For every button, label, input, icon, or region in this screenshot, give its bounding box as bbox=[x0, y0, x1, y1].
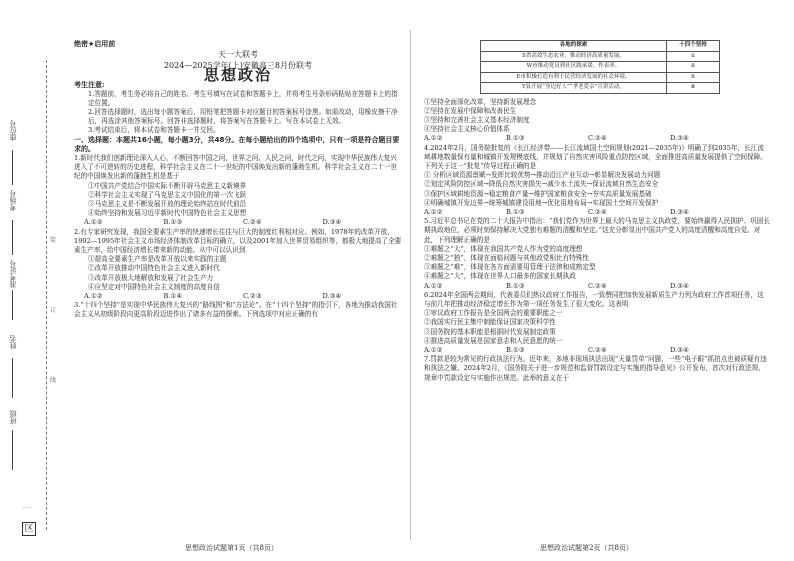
answer-options bbox=[74, 218, 402, 227]
notice-item: 3.考试结束后，将本试卷和答题卡一并交回。 bbox=[88, 126, 220, 135]
binding-margin bbox=[0, 0, 60, 561]
table-header: 各地的探索 bbox=[481, 41, 667, 52]
option-c: C.②④ bbox=[243, 218, 262, 227]
admission-number-label: 准考证号 bbox=[9, 260, 17, 288]
question-stem: 1.新时代我们创新理论深入人心，不断回答中国之问，世界之问、人民之问，时代之问，实现中华民族伟大复兴进入了不可逆转的历史进程，科学社会主义在二十一世纪的中国焕发出新的蓬勃生机。科学社会主义在二十一世纪的中国焕发出新的蓬勃生机是基于 bbox=[74, 154, 398, 181]
question-item: ④应坚定对中国特色社会主义制度的高度自信 bbox=[88, 282, 220, 291]
question-stem: 7.罚款是较为常见的行政执法行为。近年来，多地非现场执法出现“天量罚单”问题，一些“电子眼”抓拍点也被质疑有违和执法之嫌。2024年2月，《国务院关于进一步规范和监督罚款设定与实施的指导意见》公开发布，首次对行政法规、规章中罚款设定与实施作出规范。此举的意义在于 bbox=[424, 355, 767, 382]
table-cell: ⑤ bbox=[666, 72, 719, 83]
exam-room-line bbox=[12, 220, 13, 255]
question-stem: 3.“十四个坚持”是实现中华民族伟大复兴的“路线图”和“方法论”。在“十四个坚持”的指引下，各地为推动我国社会主义从初级阶段向更高阶段迈进作出了诸多有益的探索。下列选项中对应正确的有 bbox=[74, 301, 398, 319]
question-item: ①坚持全面深化改革，坚持新发展理念 bbox=[424, 97, 537, 106]
question-item: ④难题之“大”，体现在世界人口最多的国家长期执政 bbox=[424, 272, 576, 281]
section-heading: 一、选择题：本题共16小题，每小题3分，共48分。在每小题给出的四个选项中，只有一项是符合题目要求的。 bbox=[74, 135, 400, 153]
question-item: ①难题之“大”，体现在我国共产党人作为党的高度理想 bbox=[424, 244, 583, 253]
binding-char-xian: 线 bbox=[50, 377, 57, 384]
admission-number-line bbox=[12, 290, 13, 320]
option-c: C.②④ bbox=[588, 207, 607, 216]
answer-options bbox=[74, 292, 402, 301]
option-d: D.③④ bbox=[322, 218, 342, 227]
option-d: D.③④ bbox=[670, 281, 689, 290]
question-stem: 4.2024年2月，国务院批复的《长江经济带——长江流域国土空间规划(2021—2035年)》明确了到2035年，长江流域耕地数量保有量和城镇开发规模底线，并规划了自然灾害风险重点防控区域，全面推进高质量发展提供了空间保障。下列关于这一“批复”传导过程正确的是 bbox=[424, 143, 767, 170]
option-b: B.①③ bbox=[506, 345, 525, 354]
question-item: ③坚持和完善社会主义基本经济制度 bbox=[424, 115, 530, 124]
question-item: ④明确城镇开发边界→统筹城镇建设用地→优化用地布局→实现国土空间开发保护 bbox=[424, 198, 659, 207]
question-item: ②改革开放推动中国特色社会主义进入新时代 bbox=[88, 264, 220, 273]
option-d: D.③④ bbox=[322, 292, 342, 301]
answer-options bbox=[424, 134, 770, 143]
class-label: 班级 bbox=[9, 410, 17, 424]
exploration-table bbox=[480, 40, 720, 94]
option-c: C.②④ bbox=[588, 134, 607, 143]
question-item: ③改革开放极大地解放和发展了社会生产力 bbox=[88, 273, 214, 282]
binding-char-ding: 订 bbox=[50, 307, 57, 314]
question-stem: 2.有专家研究发现，我国全要素生产率的快速增长往往与巨大的制度红利相对应。例如，1978年的改革开放，1992—1995年社会主义市场经济体制改革目标的确立，以及2001年加入世界贸易组织等，都极大地提高了全要素生产率，给中国经济增长带来新的动能。从中可以认识到 bbox=[74, 227, 402, 255]
option-b: B.①③ bbox=[506, 281, 525, 290]
answer-options bbox=[424, 346, 770, 355]
exam-room-label: 考场号 bbox=[9, 190, 17, 211]
table-cell: W市推动党员到社区践承诺、作表率。 bbox=[481, 62, 667, 73]
notice-title: 考生注意: bbox=[74, 80, 105, 90]
binding-char-zhuang: 装 bbox=[50, 237, 57, 244]
question-stem: 6.2024年全国两会期间，代表委员们热议政府工作报告，一致赞同把加快发展新质生产力列为政府工作首项任务，这与前几年把推动经济稳定增长作为第一项任务发生了很大变化。这表明 bbox=[424, 290, 764, 308]
table-cell: ① bbox=[666, 51, 719, 62]
question-item: ①中国共产党结合中国实际不断开辟马克思主义新境界 bbox=[88, 181, 247, 190]
question-item: ②我国实行民主集中制能保证国家决策科学性 bbox=[424, 318, 556, 327]
answer-options bbox=[424, 282, 770, 291]
exam-name: 天一大联考 bbox=[218, 50, 258, 60]
binding-dashed-line bbox=[46, 60, 48, 530]
option-d: D.③④ bbox=[670, 207, 689, 216]
question-item: ③马克思主义是不断发展开放的理论始终站在时代前沿 bbox=[88, 200, 247, 209]
table-cell: S省高效生态农业，推动经济高质量发展。 bbox=[481, 51, 667, 62]
table-cell: ⑧ bbox=[666, 83, 719, 94]
table-header-row bbox=[481, 41, 720, 52]
option-d: D.③④ bbox=[670, 345, 689, 354]
confidential-mark: 绝密★启用前 bbox=[74, 40, 116, 48]
question-item: ④始终坚持和发展习近平新时代中国特色社会主义思想 bbox=[88, 209, 247, 218]
seat-number-line bbox=[12, 150, 13, 185]
class-line bbox=[12, 430, 13, 470]
name-label: 姓名 bbox=[9, 335, 17, 349]
answer-options bbox=[424, 208, 770, 217]
option-b: B.①③ bbox=[163, 218, 183, 227]
margin-dots: · · · bbox=[22, 505, 32, 512]
question-item: ②坚持在发展中保障和改善民生 bbox=[424, 106, 517, 115]
name-line bbox=[12, 358, 13, 398]
option-a: A.①② bbox=[424, 134, 443, 143]
question-item: ②难题之“独”，体现在面临问题与其他政党相比有特殊性 bbox=[424, 253, 589, 262]
question-item: ① 分析区域资源禀赋→发挥比较优势→推动沿江产业互动→彰显解决发展动力问题 bbox=[424, 171, 661, 180]
question-item: ①提高全要素生产率是改革开放以来实践的主题 bbox=[88, 255, 227, 264]
page-footer-right: 思想政治试题第2页（共8页） bbox=[540, 544, 633, 552]
option-a: A.①② bbox=[424, 281, 443, 290]
option-b: B.①④ bbox=[163, 292, 183, 301]
question-item: ③保护区域耕地资源→稳定粮食产量→维护国家粮食安全→夯实高质量发展基础 bbox=[424, 189, 652, 198]
question-item: ③国务院的基本职能是根据时代发展制定政策 bbox=[424, 327, 556, 336]
table-header: 十四个坚持 bbox=[666, 41, 719, 52]
notice-item: 1.答题前，考生务必将自己的姓名、考生号填写在试卷和答题卡上，并将考生号条形码粘贴在答题卡上的指定位置。 bbox=[88, 89, 398, 107]
left-column bbox=[74, 40, 402, 320]
option-a: A.①② bbox=[424, 345, 443, 354]
option-a: A.①② bbox=[84, 292, 103, 301]
table-row bbox=[481, 62, 720, 73]
option-c: C.②④ bbox=[588, 281, 607, 290]
zone-box: 区 bbox=[22, 522, 36, 536]
option-a: A.①② bbox=[424, 207, 443, 216]
table-row bbox=[481, 72, 720, 83]
question-item: ①审议政府工作报告是全国两会的重要职能之一 bbox=[424, 309, 563, 318]
table-cell: Y县开展“身边好人”“孝老爱亲”宣讲活动。 bbox=[481, 83, 667, 94]
right-column bbox=[424, 40, 770, 383]
option-c: C.②④ bbox=[588, 345, 607, 354]
option-a: A.①② bbox=[84, 218, 103, 227]
notice-item: 2.回答选择题时，选出每小题答案后，用铅笔把答题卡对应题目的答案标号涂黑。如需改动，用橡皮擦干净后，再选涂其他答案标号。回答非选择题时，将答案写在答题卡上。写在本试卷上无效。 bbox=[88, 108, 398, 126]
question-item: ④坚持社会主义核心价值体系 bbox=[424, 125, 510, 134]
option-d: D.③④ bbox=[670, 134, 689, 143]
table-cell: E市积极打造有利于民营经济发展的社会环境。 bbox=[481, 72, 667, 83]
table-row bbox=[481, 83, 720, 94]
seat-number-label: 座位号 bbox=[9, 120, 17, 141]
page-divider bbox=[410, 30, 411, 540]
question-item: ④推进高质量发展是国家意志和人民意愿的统一 bbox=[424, 336, 563, 345]
question-stem: 5.习近平总书记在党的二十大报告中指出：“我们党作为世界上最大的马克思主义执政党，要始终赢得人民拥护、巩固长期执政地位，必须时刻保持解决大党独有难题的清醒和坚定。”这充分彰显出中国共产党人的高度清醒和高度自觉。对此，下列理解正确的是 bbox=[424, 217, 770, 244]
table-cell: ② bbox=[666, 62, 719, 73]
question-item: ③难题之“难”，体现在各方面需要用管理于法律和成熟定型 bbox=[424, 263, 596, 272]
subject-title: 思想政治 bbox=[203, 66, 272, 85]
exam-term: 2024—2025学年(上)安徽高三8月份联考 bbox=[163, 61, 313, 71]
option-b: B.①③ bbox=[506, 134, 525, 143]
question-item: ②科学社会主义实现了马克思主义中国化的第一次飞跃 bbox=[88, 190, 247, 199]
option-b: B.①③ bbox=[506, 207, 525, 216]
option-c: C.②③ bbox=[243, 292, 262, 301]
table-row bbox=[481, 51, 720, 62]
page-footer-left: 思想政治试题第1页（共8页） bbox=[185, 544, 278, 552]
question-item: ②划定风险防控区域→降低自然灾害损失→减少水土流失→保证流域自然生态安全 bbox=[424, 180, 659, 189]
